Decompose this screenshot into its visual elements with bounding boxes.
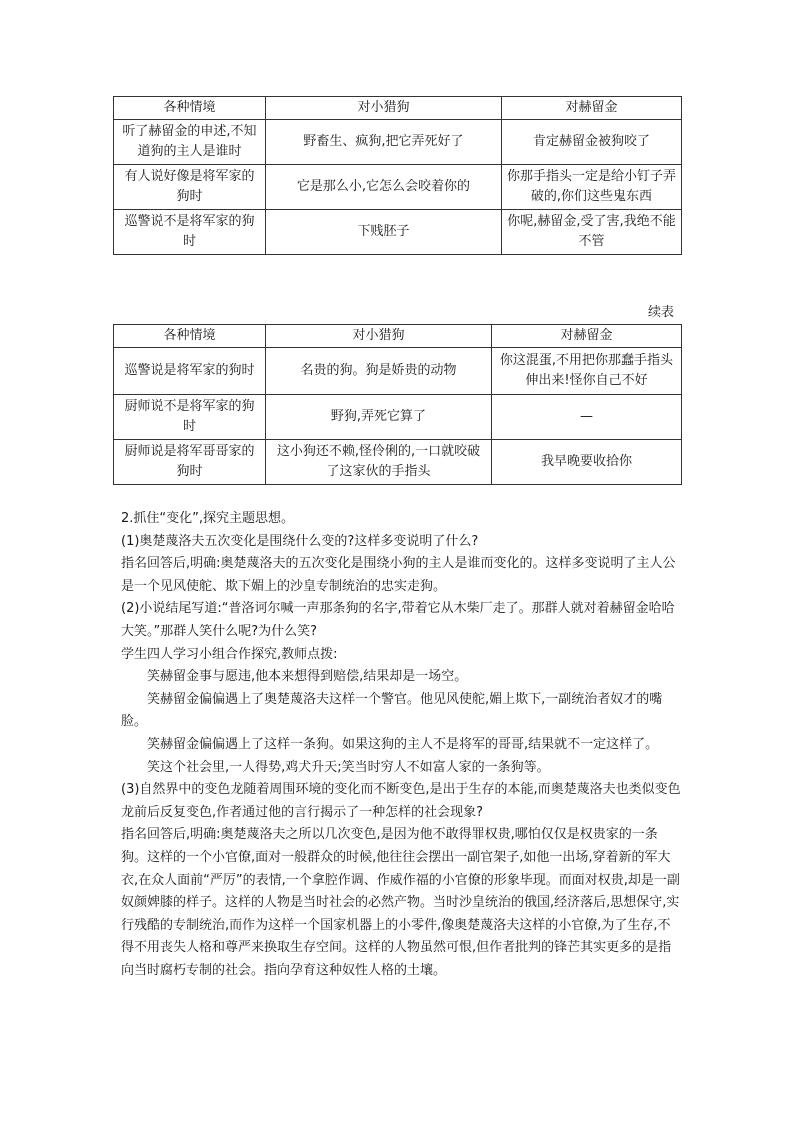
- answer-2-point: 笑赫留金偏偏遇上了这样一条狗。如果这狗的主人不是将军的哥哥,结果就不一定这样了。: [147, 736, 659, 752]
- table-row: [114, 395, 682, 440]
- table-cell: 你呢,赫留金,受了害,我绝不能不管: [502, 210, 682, 255]
- table-cell: 野畜生、疯狗,把它弄死好了: [266, 120, 502, 165]
- table-cell: 这小狗还不赖,怪伶俐的,一口就咬破了这家伙的手指头: [266, 440, 492, 485]
- table-cell: 它是那么小,它怎么会咬着你的: [266, 165, 502, 210]
- attitude-table-part2: [113, 324, 682, 485]
- continued-label: 续表: [647, 305, 674, 320]
- question-2: (2)小说结尾写道:“普洛诃尔喊一声那条狗的名字,带着它从木柴厂走了。那群人就对着赫留金哈哈大笑。”那群人笑什么呢?为什么笑?: [121, 601, 675, 639]
- table-cell: 巡警说是将军家的狗时: [114, 348, 266, 395]
- table-cell: 你这混蛋,不用把你那蠢手指头伸出来!怪你自己不好: [492, 348, 682, 395]
- table-cell: 厨师说是将军哥哥家的狗时: [114, 440, 266, 485]
- answer-2-point: 笑这个社会里,一人得势,鸡犬升天;笑当时穷人不如富人家的一条狗等。: [147, 759, 550, 775]
- table-cell: —: [492, 395, 682, 440]
- table-cell: 你那手指头一定是给小钉子弄破的,你们这些鬼东西: [502, 165, 682, 210]
- table-cell: 厨师说不是将军家的狗时: [114, 395, 266, 440]
- table-cell: 肯定赫留金被狗咬了: [502, 120, 682, 165]
- table-cell: 野狗,弄死它算了: [266, 395, 492, 440]
- table-cell: 有人说好像是将军家的狗时: [114, 165, 266, 210]
- table-row: [114, 348, 682, 395]
- answer-2-point: 笑赫留金偏偏遇上了奥楚蔑洛夫这样一个警官。他见风使舵,媚上欺下,一副统治者奴才的嘴脸。: [121, 691, 663, 730]
- table-cell: 名贵的狗。狗是娇贵的动物: [266, 348, 492, 395]
- table-header-cell: 对赫留金: [502, 97, 682, 120]
- table-header-cell: 对赫留金: [492, 325, 682, 348]
- section-heading: 2.抓住“变化”,探究主题思想。: [121, 511, 295, 526]
- table-cell: 下贱胚子: [266, 210, 502, 255]
- table-header-row: [114, 325, 682, 348]
- table-header-row: [114, 97, 682, 120]
- table-row: [114, 165, 682, 210]
- question-3: (3)自然界中的变色龙随着周围环境的变化而不断变色,是出于生存的本能,而奥楚蔑洛夫也类似变色龙前后反复变色,作者通过他的言行揭示了一种怎样的社会现象?: [121, 782, 681, 820]
- table-header-cell: 各种情境: [114, 97, 266, 120]
- attitude-table-part1: [113, 96, 682, 255]
- table-header-cell: 各种情境: [114, 325, 266, 348]
- answer-2-point: 笑赫留金事与愿违,他本来想得到赔偿,结果却是一场空。: [147, 669, 468, 685]
- table-row: [114, 440, 682, 485]
- table-cell: 我早晚要收拾你: [492, 440, 682, 485]
- table-row: [114, 210, 682, 255]
- table-cell: 听了赫留金的申述,不知道狗的主人是谁时: [114, 120, 266, 165]
- analysis-text: [121, 508, 681, 982]
- answer-2-intro: 学生四人学习小组合作探究,教师点拨:: [121, 646, 338, 662]
- table-header-cell: 对小猎狗: [266, 325, 492, 348]
- answer-1: 指名回答后,明确:奥楚蔑洛夫的五次变化是围绕小狗的主人是谁而变化的。这样多变说明了主人公是一个见风使舵、欺下媚上的沙皇专制统治的忠实走狗。: [121, 556, 676, 594]
- table-cell: 巡警说不是将军家的狗时: [114, 210, 266, 255]
- table-row: [114, 120, 682, 165]
- table-header-cell: 对小猎狗: [266, 97, 502, 120]
- question-1: (1)奥楚蔑洛夫五次变化是围绕什么变的?这样多变说明了什么?: [121, 533, 479, 549]
- answer-3: 指名回答后,明确:奥楚蔑洛夫之所以几次变色,是因为他不敢得罪权贵,哪怕仅仅是权贵家的一条狗。这样的一个小官僚,面对一般群众的时候,他往往会摆出一副官架子,如他一出场,穿着新的军大衣,在众人面前“严厉”的表情,一个拿腔作调、作威作福的小官僚的形象毕现。而面对权贵,却是一副奴颜婢膝的样子。这样的人物是当时社会的必然产物。当时沙皇统治的俄国,经济落后,思想保守,实行残酷的专制统治,而作为这样一个国家机器上的小零件,像奥楚蔑洛夫这样的小官僚,为了生存,不得不用丧失人格和尊严来换取生存空间。这样的人物虽然可恨,但作者批判的锋芒其实更多的是指向当时腐朽专制的社会。指向孕育这种奴性人格的土壤。: [121, 827, 680, 978]
